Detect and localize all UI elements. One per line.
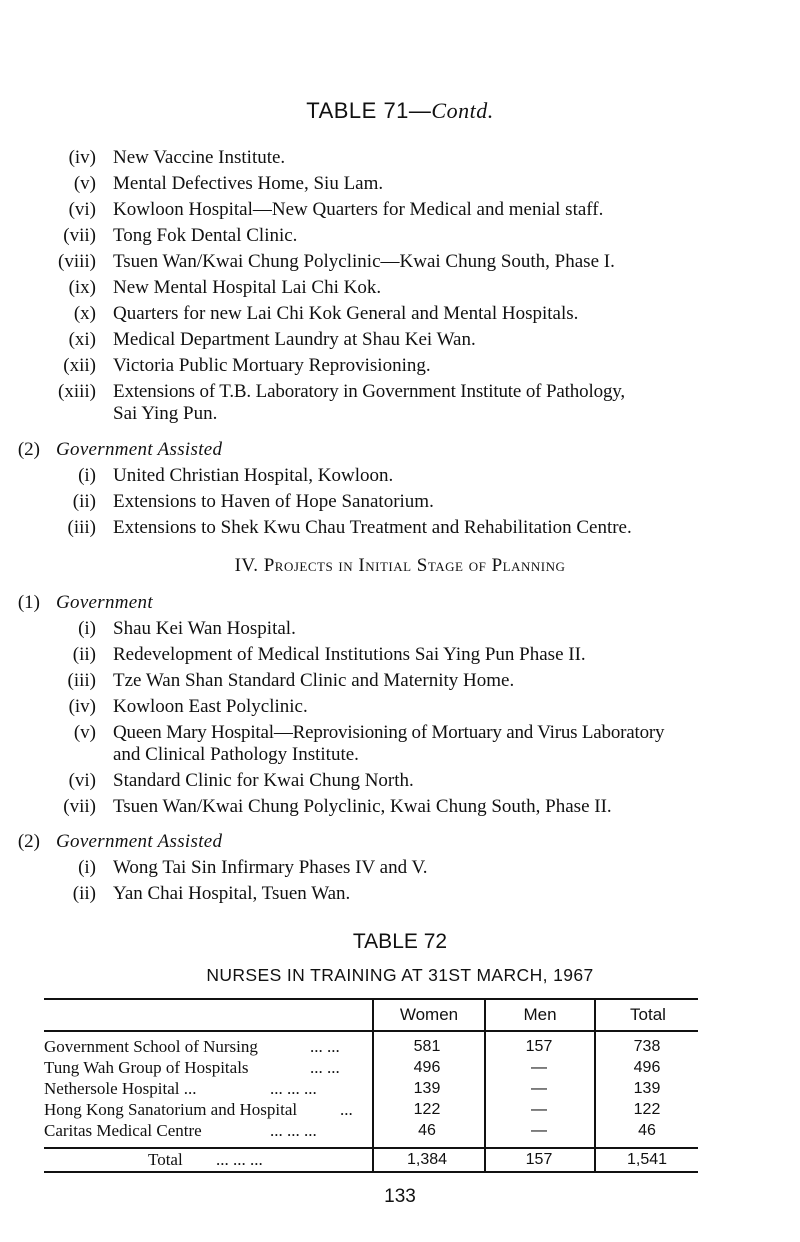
section-iv-heading: IV. Projects in Initial Stage of Planning [234,555,566,576]
list-item-number: (vi) [68,770,96,791]
leader-dots: ... ... [310,1058,340,1077]
total-label: Total [148,1150,183,1169]
cell-women: 581 [413,1038,441,1055]
section-heading-text: Government Assisted [56,831,223,852]
total-men: 157 [525,1151,553,1168]
section-heading-text: Government [56,592,153,613]
list-item-number: (i) [78,857,96,878]
cell-total: 46 [638,1122,656,1139]
total-women: 1,384 [406,1151,448,1168]
row-label: Nethersole Hospital ... [44,1079,197,1098]
list-item-number: (xiii) [58,381,96,402]
cell-men: 157 [525,1038,553,1055]
section-number: (2) [17,831,40,852]
table-top-rule [44,998,698,1000]
list-item-number: (ii) [72,883,96,904]
table-72-title: TABLE 72 [352,930,448,953]
cell-men: — [531,1101,547,1118]
column-header-total: Total [630,1005,666,1024]
leader-dots: ... ... ... [216,1150,263,1169]
list-item: Tsuen Wan/Kwai Chung Polyclinic, Kwai Chung South, Phase II. [113,796,612,817]
leader-dots: ... ... ... [270,1121,317,1140]
list-item-number: (ix) [68,277,96,298]
list-item-continuation: and Clinical Pathology Institute. [113,744,359,765]
list-item: Extensions of T.B. Laboratory in Government Institute of Pathology, [113,381,626,402]
list-item-number: (viii) [58,251,96,272]
cell-women: 496 [413,1059,441,1076]
column-header-men: Men [523,1005,557,1024]
list-item: Yan Chai Hospital, Tsuen Wan. [113,883,351,904]
list-item-number: (iv) [68,147,96,168]
list-item: Wong Tai Sin Infirmary Phases IV and V. [113,857,428,878]
list-item: Tze Wan Shan Standard Clinic and Maternity Home. [113,670,515,691]
section-heading-text: Government Assisted [56,439,223,460]
list-item-number: (iii) [67,517,96,538]
list-item-number: (v) [73,173,96,194]
cell-total: 496 [633,1059,661,1076]
list-item-number: (v) [73,722,96,743]
cell-women: 139 [413,1080,441,1097]
row-label: Tung Wah Group of Hospitals [44,1058,249,1077]
list-item: Extensions to Haven of Hope Sanatorium. [113,491,434,512]
list-item: Victoria Public Mortuary Reprovisioning. [113,355,431,376]
leader-dots: ... ... ... [270,1079,317,1098]
list-item: Shau Kei Wan Hospital. [113,618,296,639]
list-item: Kowloon Hospital—New Quarters for Medical and menial staff. [113,199,604,220]
page-number: 133 [384,1186,416,1207]
list-item: New Mental Hospital Lai Chi Kok. [113,277,382,298]
list-item: Queen Mary Hospital—Reprovisioning of Mortuary and Virus Laboratory [113,722,665,743]
leader-dots: ... [340,1100,353,1119]
list-item-number: (iv) [68,696,96,717]
table-header-rule [44,1030,698,1032]
leader-dots: ... ... [310,1037,340,1056]
cell-total: 139 [633,1080,661,1097]
list-item-number: (xi) [68,329,96,350]
table-71-title-suffix: Contd. [431,98,494,123]
list-item-number: (i) [78,465,96,486]
list-item: Extensions to Shek Kwu Chau Treatment and Rehabilitation Centre. [113,517,632,538]
list-item: Tong Fok Dental Clinic. [113,225,298,246]
list-item: Mental Defectives Home, Siu Lam. [113,173,384,194]
list-item: New Vaccine Institute. [113,147,286,168]
list-item: Tsuen Wan/Kwai Chung Polyclinic—Kwai Chung South, Phase I. [113,251,615,272]
list-item-number: (vii) [63,225,96,246]
list-item: Kowloon East Polyclinic. [113,696,308,717]
list-item-number: (vii) [63,796,96,817]
list-item: Medical Department Laundry at Shau Kei Wan. [113,329,476,350]
list-item-number: (vi) [68,199,96,220]
list-item-number: (xii) [63,355,96,376]
cell-women: 122 [413,1101,441,1118]
row-label: Caritas Medical Centre [44,1121,202,1140]
section-number: (1) [17,592,40,613]
list-item: United Christian Hospital, Kowloon. [113,465,394,486]
list-item-number: (ii) [72,644,96,665]
cell-men: — [531,1059,547,1076]
table-total-rule [44,1147,698,1149]
list-item-number: (ii) [72,491,96,512]
list-item-number: (iii) [67,670,96,691]
row-label: Hong Kong Sanatorium and Hospital [44,1100,298,1119]
cell-total: 738 [633,1038,661,1055]
section-number: (2) [17,439,40,460]
row-label: Government School of Nursing [44,1037,258,1056]
table-bottom-rule [44,1171,698,1173]
list-item: Standard Clinic for Kwai Chung North. [113,770,414,791]
list-item-number: (i) [78,618,96,639]
list-item: Quarters for new Lai Chi Kok General and Mental Hospitals. [113,303,579,324]
list-item-number: (x) [73,303,96,324]
list-item-continuation: Sai Ying Pun. [113,403,218,424]
column-header-women: Women [399,1005,459,1024]
section-heading [56,830,222,853]
cell-women: 46 [418,1122,436,1139]
table-71-title-prefix: TABLE 71— [306,98,432,123]
cell-total: 122 [633,1101,661,1118]
total-total: 1,541 [626,1151,668,1168]
table-72-subtitle: NURSES IN TRAINING AT 31ST MARCH, 1967 [206,965,594,985]
cell-men: — [531,1080,547,1097]
cell-men: — [531,1122,547,1139]
list-item: Redevelopment of Medical Institutions Sai Ying Pun Phase II. [113,644,586,665]
